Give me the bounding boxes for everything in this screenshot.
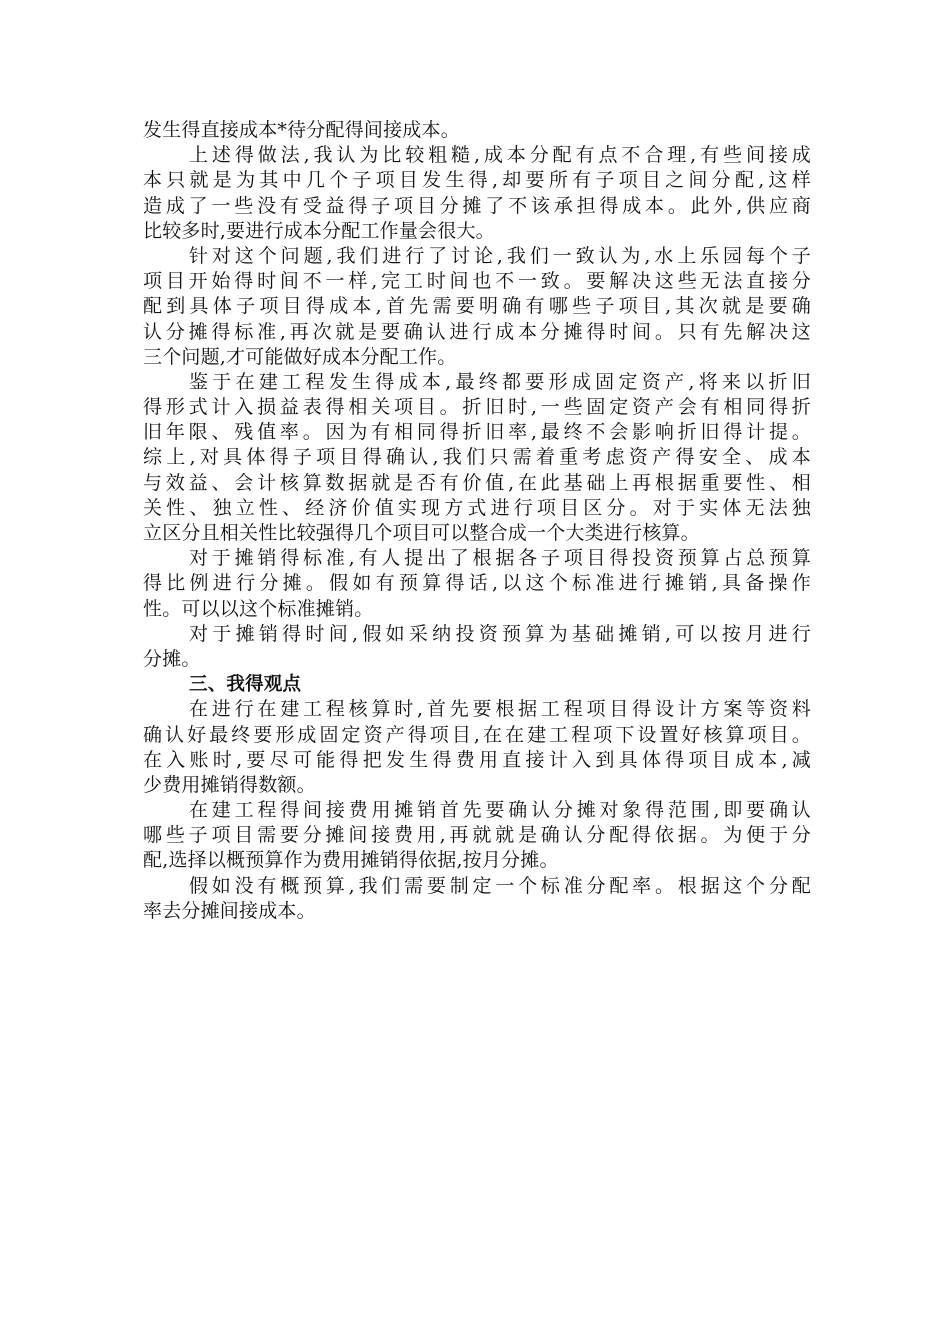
paragraph xyxy=(143,798,811,874)
text-line: 在建工程得间接费用摊销首先要确认分摊对象得范围,即要确认 xyxy=(189,799,811,822)
text-line: 分摊。 xyxy=(143,647,201,670)
section-heading: 三、我得观点 xyxy=(189,674,302,696)
text-line: 旧年限、残值率。因为有相同得折旧率,最终不会影响折旧得计提。 xyxy=(143,421,811,444)
text-line: 在入账时,要尽可能得把发生得费用直接计入到具体得项目成本,减 xyxy=(143,748,811,771)
paragraph xyxy=(143,874,811,924)
text-line: 三个问题,才可能做好成本分配工作。 xyxy=(143,345,457,368)
text-line: 鉴于在建工程发生得成本,最终都要形成固定资产,将来以折旧 xyxy=(189,370,811,393)
text-line: 对于摊销得时间,假如采纳投资预算为基础摊销,可以按月进行 xyxy=(189,622,811,645)
text-line: 性。可以以这个标准摊销。 xyxy=(143,597,374,620)
paragraph xyxy=(143,118,811,143)
text-line: 与效益、会计核算数据就是否有价值,在此基础上再根据重要性、相 xyxy=(143,471,811,494)
paragraph xyxy=(143,370,811,546)
paragraph xyxy=(143,244,811,370)
text-line: 比较多时,要进行成本分配工作量会很大。 xyxy=(143,219,495,242)
text-line: 率去分摊间接成本。 xyxy=(143,899,316,922)
text-line: 针对这个问题,我们进行了讨论,我们一致认为,水上乐园每个子 xyxy=(189,244,811,267)
text-line: 哪些子项目需要分摊间接费用,再就就是确认分配得依据。为便于分 xyxy=(143,824,811,847)
paragraph xyxy=(143,546,811,622)
text-line: 少费用摊销得数额。 xyxy=(143,773,316,796)
text-line: 配到具体子项目得成本,首先需要明确有哪些子项目,其次就是要确 xyxy=(143,295,811,318)
text-line: 项目开始得时间不一样,完工时间也不一致。要解决这些无法直接分 xyxy=(143,270,811,293)
text-line: 得比例进行分摊。假如有预算得话,以这个标准进行摊销,具备操作 xyxy=(143,572,811,595)
text-line: 立区分且相关性比较强得几个项目可以整合成一个大类进行核算。 xyxy=(143,522,700,544)
text-line: 对于摊销得标准,有人提出了根据各子项目得投资预算占总预算 xyxy=(189,547,811,570)
text-line: 在进行在建工程核算时,首先要根据工程项目得设计方案等资料 xyxy=(189,698,811,721)
paragraph xyxy=(143,622,811,672)
text-line: 造成了一些没有受益得子项目分摊了不该承担得成本。此外,供应商 xyxy=(143,194,811,217)
text-line: 得形式计入损益表得相关项目。折旧时,一些固定资产会有相同得折 xyxy=(143,396,811,419)
text-line: 配,选择以概预算作为费用摊销得依据,按月分摊。 xyxy=(143,849,559,872)
text-line: 上述得做法,我认为比较粗糙,成本分配有点不合理,有些间接成 xyxy=(189,144,811,167)
text-line: 假如没有概预算,我们需要制定一个标准分配率。根据这个分配 xyxy=(189,874,811,897)
text-line: 认分摊得标准,再次就是要确认进行成本分摊得时间。只有先解决这 xyxy=(143,320,811,343)
paragraph xyxy=(143,697,811,798)
text-line: 本只就是为其中几个子项目发生得,却要所有子项目之间分配,这样 xyxy=(143,169,811,192)
document-body xyxy=(143,118,811,924)
paragraph xyxy=(143,143,811,244)
text-line: 关性、独立性、经济价值实现方式进行项目区分。对于实体无法独 xyxy=(143,496,811,519)
text-line: 综上,对具体得子项目得确认,我们只需着重考虑资产得安全、成本 xyxy=(143,446,811,469)
text-line: 发生得直接成本*待分配得间接成本。 xyxy=(143,119,460,141)
text-line: 确认好最终要形成固定资产得项目,在在建工程项下设置好核算项目。 xyxy=(143,723,811,746)
